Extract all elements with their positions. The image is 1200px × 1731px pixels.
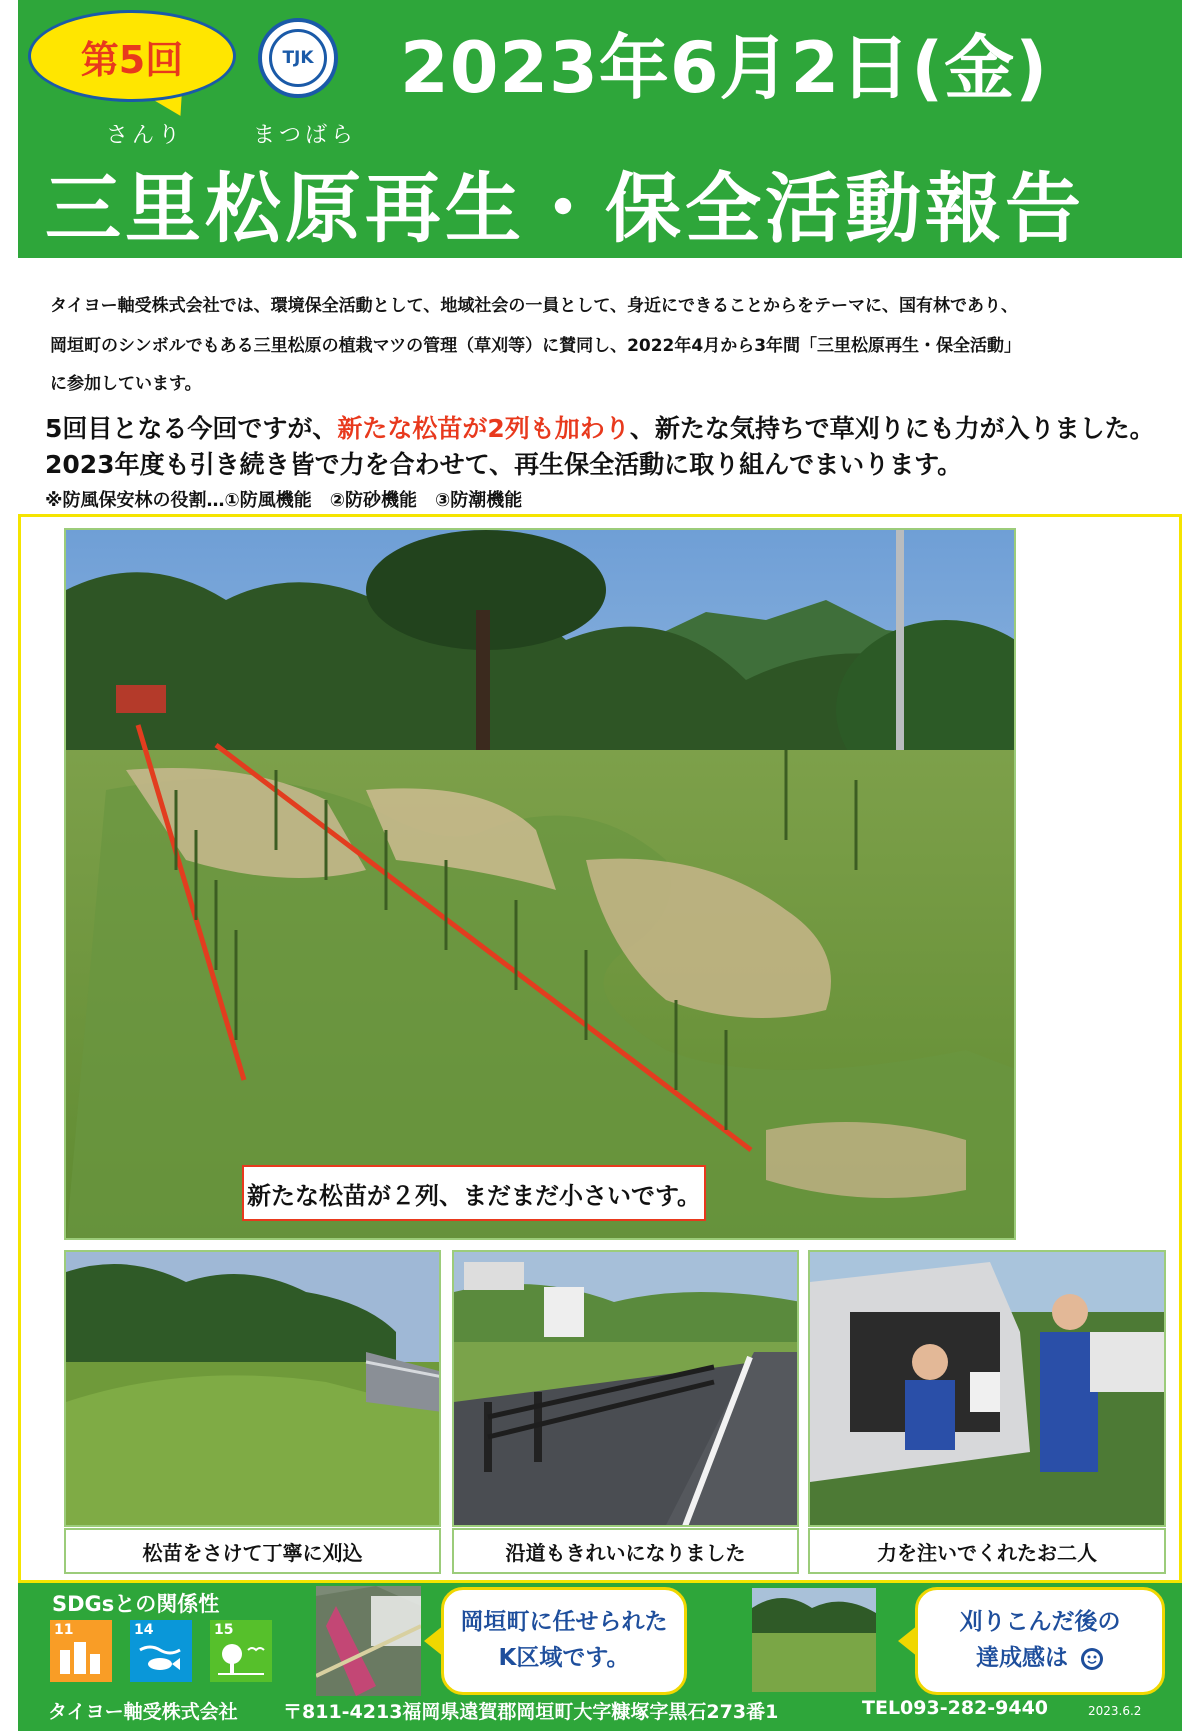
- caption-mowing: 松苗をさけて丁寧に刈込: [64, 1528, 441, 1574]
- caption-workers: 力を注いでくれたお二人: [808, 1528, 1166, 1574]
- ruby-matsubara: まつばら: [253, 123, 358, 148]
- achievement-callout-text: 達成感は: [975, 1645, 1068, 1671]
- achievement-callout-line-2: [976, 1641, 1104, 1677]
- footer-field-illustration: [752, 1588, 876, 1692]
- tjk-logo-text: TJK: [269, 29, 327, 87]
- photo-mowed-field: [64, 1250, 441, 1527]
- lead-line-1: [45, 409, 1185, 445]
- sdg-15-number: 15: [214, 1622, 234, 1638]
- company-name: タイヨー軸受株式会社: [48, 1701, 238, 1723]
- achievement-callout-line-1: 刈りこんだ後の: [959, 1609, 1121, 1636]
- session-badge-label: 第5回: [80, 37, 184, 82]
- page-title: 三里松原再生・保全活動報告: [45, 164, 1085, 253]
- ruby-sanri: さんり: [106, 123, 185, 148]
- map-thumbnail-illustration: [316, 1586, 421, 1696]
- footer-date: 2023.6.2: [1088, 1704, 1142, 1718]
- lead-line-2: 2023年度も引き続き皆で力を合わせて、再生保全活動に取り組んでまいります。: [45, 450, 963, 479]
- intro-line-2: 岡垣町のシンボルでもある三里松原の植栽マツの管理（草刈等）に賛同し、2022年4月から3年間「三里松原再生・保全活動」: [50, 336, 1022, 356]
- main-photo-caption: 新たな松苗が２列、まだまだ小さいです。: [242, 1165, 706, 1221]
- city-buildings-icon: [54, 1638, 108, 1676]
- company-phone: TEL093-282-9440: [862, 1697, 1049, 1719]
- mowed-field-illustration: [66, 1252, 441, 1527]
- sdg-14-icon: [130, 1620, 192, 1682]
- photo-roadside: [452, 1250, 799, 1527]
- sdg-11-number: 11: [54, 1622, 74, 1638]
- roadside-illustration: [454, 1252, 799, 1527]
- intro-line-1: タイヨー軸受株式会社では、環境保全活動として、地域社会の一員として、身近にできることからをテーマに、国有林であり、: [50, 296, 1018, 316]
- windbreak-note: ※防風保安林の役割…①防風機能 ②防砂機能 ③防潮機能: [45, 490, 523, 511]
- event-date: 2023年6月2日(金): [400, 27, 1049, 109]
- area-k-callout-line-1: 岡垣町に任せられた: [460, 1609, 668, 1636]
- sdg-15-icon: [210, 1620, 272, 1682]
- intro-line-3: に参加しています。: [50, 374, 202, 394]
- footer-field-photo: [752, 1588, 876, 1692]
- area-k-callout: [441, 1587, 687, 1695]
- lead-line-1-post: 、新たな気持ちで草刈りにも力が入りました。: [629, 414, 1155, 443]
- pine-field-illustration: [66, 530, 1016, 1240]
- area-k-map: [316, 1586, 421, 1696]
- caption-roadside: 沿道もきれいになりました: [452, 1528, 799, 1574]
- area-k-callout-line-2: K区域です。: [498, 1645, 630, 1671]
- tree-birds-icon: [214, 1638, 268, 1676]
- lead-line-1-pre: 5回目となる今回ですが、: [45, 414, 338, 443]
- workers-illustration: [810, 1252, 1166, 1527]
- fish-waves-icon: [134, 1638, 188, 1676]
- main-photo-pine-seedlings: [64, 528, 1016, 1240]
- photo-two-workers: [808, 1250, 1166, 1527]
- tjk-logo: [258, 18, 338, 98]
- sdg-14-number: 14: [134, 1622, 154, 1638]
- smile-emblem-icon: [1080, 1647, 1104, 1671]
- sdgs-title: SDGsとの関係性: [52, 1592, 220, 1616]
- company-address: 〒811-4213福岡県遠賀郡岡垣町大字糠塚字黒石273番1: [283, 1701, 779, 1723]
- sdg-11-icon: [50, 1620, 112, 1682]
- session-badge: [28, 10, 236, 102]
- lead-line-1-highlight: 新たな松苗が2列も加わり: [337, 414, 630, 443]
- achievement-callout: [915, 1587, 1165, 1695]
